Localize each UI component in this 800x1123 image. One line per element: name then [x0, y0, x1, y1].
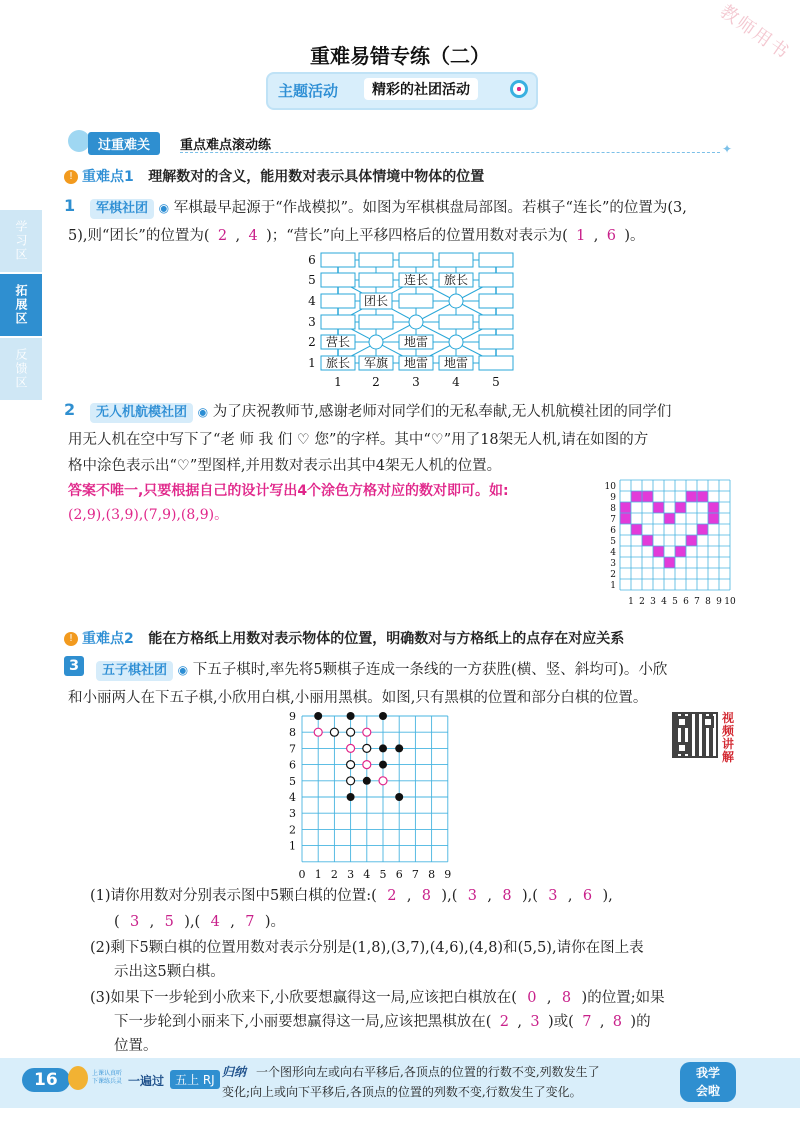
q3-answer[interactable]: 0	[527, 990, 537, 1006]
mascot-icon	[68, 1066, 88, 1090]
black-stone	[363, 777, 371, 785]
grid-col-label: 2	[330, 867, 338, 878]
board-station	[479, 356, 513, 370]
grid-row-label: 2	[289, 823, 296, 837]
board-station	[321, 253, 355, 267]
heart-grid	[596, 476, 742, 616]
q3-part3-text1b: )的位置;如果	[581, 990, 665, 1006]
q3-number: 3	[64, 656, 84, 676]
q1-tag: 军棋社团	[90, 199, 154, 219]
black-stone	[379, 744, 387, 752]
grid-col-label: 1	[628, 597, 634, 607]
chess-piece: 营长	[325, 335, 351, 349]
white-stone	[347, 728, 355, 736]
kp1-badge: 重难点1	[82, 169, 134, 185]
q3-answer[interactable]: 6	[582, 888, 593, 904]
q3-answer[interactable]: 3	[548, 888, 558, 904]
q1-answer-1a[interactable]: 2	[217, 228, 228, 244]
grid-row-label: 8	[610, 504, 616, 514]
section-header	[68, 130, 732, 156]
grid-row-label: 5	[610, 537, 616, 547]
chess-piece: 军旗	[363, 356, 389, 370]
heart-cell	[697, 491, 708, 502]
grid-col-label: 7	[694, 597, 700, 607]
grid-row-label: 1	[610, 581, 616, 591]
board-station	[321, 315, 355, 329]
chess-piece: 地雷	[443, 356, 469, 370]
heart-cell	[697, 524, 708, 535]
q1-line1	[90, 196, 687, 219]
board-station	[321, 273, 355, 287]
q3-answer[interactable]: 7	[245, 914, 255, 930]
q1-text2c: )。	[624, 228, 645, 244]
q3-answer[interactable]: 2	[499, 1014, 509, 1030]
grid-col-label: 9	[716, 597, 722, 607]
grid-row-label: 3	[610, 559, 616, 569]
grid-row-label: 4	[289, 791, 296, 804]
q3-answer[interactable]: 8	[421, 888, 432, 904]
heart-cell	[686, 491, 697, 502]
board-camp	[449, 335, 463, 349]
grid-col-label: 1	[314, 867, 322, 878]
chess-piece: 地雷	[403, 335, 429, 349]
q3-line1	[96, 658, 667, 681]
col-label: 1	[334, 375, 342, 389]
q1-answer-2a[interactable]: 1	[576, 228, 586, 244]
q3-answer[interactable]: 2	[387, 888, 397, 904]
grade-label: 五上 RJ	[170, 1070, 220, 1089]
q3-part3-line1: (3)如果下一步轮到小欣来下,小欣要想赢得这一局,应该把白棋放在( 0 , 8 )的位置;如果	[90, 990, 665, 1006]
star-icon: ✦	[721, 142, 732, 156]
grid-row-label: 2	[610, 570, 616, 580]
row-label: 1	[308, 356, 316, 370]
footer-bar	[0, 1058, 800, 1108]
summary-box	[222, 1061, 674, 1103]
q1-text2b: )；“营长”向上平移四格后的位置用数对表示为(	[266, 228, 568, 244]
q3-answer[interactable]: 8	[612, 1014, 623, 1030]
q2-answer-line1: 答案不唯一,只要根据自己的设计写出4个涂色方格对应的数对即可。如:	[68, 483, 509, 499]
q1-answer-2b[interactable]: 6	[606, 228, 616, 244]
row-label: 4	[308, 294, 316, 308]
board-station	[359, 315, 393, 329]
heart-cell	[620, 513, 631, 524]
gomoku-grid	[286, 708, 462, 878]
qr-code[interactable]	[672, 712, 718, 758]
white-stone	[347, 761, 355, 769]
row-label: 5	[308, 273, 316, 287]
black-stone	[347, 793, 355, 801]
grid-col-label: 5	[672, 597, 678, 607]
q3-part3-text1a: (3)如果下一步轮到小欣来下,小欣要想赢得这一局,应该把白棋放在(	[90, 990, 517, 1006]
heart-cell	[642, 535, 653, 546]
q2-text1: 为了庆祝教师节,感谢老师对同学们的无私奉献,无人机航模社团的同学们	[212, 404, 672, 420]
board-station	[479, 294, 513, 308]
drone-icon: ◉	[197, 405, 209, 419]
heart-cell	[664, 513, 675, 524]
grid-col-label: 7	[411, 867, 419, 878]
grid-row-label: 9	[610, 493, 616, 503]
learned-badge	[680, 1062, 736, 1102]
board-station	[439, 253, 473, 267]
board-station	[359, 253, 393, 267]
board-camp	[409, 315, 423, 329]
learned-badge-text: 我学会啦	[695, 1066, 720, 1098]
grid-row-label: 8	[289, 726, 296, 740]
kp2-badge: 重难点2	[82, 631, 134, 647]
q3-part3-line2: 下一步轮到小丽来下,小丽要想赢得这一局,应该把黑棋放在( 2 , 3 )或( 7 , 8 )的	[114, 1014, 651, 1030]
q3-part3-text2a: 下一步轮到小丽来下,小丽要想赢得这一局,应该把黑棋放在(	[114, 1014, 492, 1030]
answer-white-stone	[314, 728, 322, 736]
grid-col-label: 9	[444, 867, 452, 878]
board-station	[479, 273, 513, 287]
q3-answer[interactable]: 4	[210, 914, 220, 930]
section-text: 重点难点滚动练	[180, 138, 272, 153]
q3-part2-line2: 示出这5颗白棋。	[114, 964, 225, 980]
alert-icon: !	[64, 170, 78, 184]
grid-col-label: 4	[661, 597, 667, 607]
summary-line2: 变化;向上或向下平移后,各顶点的位置的列数不变,行数发生了变化。	[222, 1085, 582, 1099]
q3-tag: 五子棋社团	[96, 661, 173, 681]
board-station	[479, 335, 513, 349]
q3-answer[interactable]: 5	[164, 914, 174, 930]
heart-cell	[631, 524, 642, 535]
white-stone	[347, 777, 355, 785]
col-label: 2	[372, 375, 380, 389]
flag-icon: ◉	[158, 201, 170, 215]
q3-part3-line3: 位置。	[114, 1038, 158, 1054]
answer-white-stone	[363, 761, 371, 769]
q1-text2a: 5),则“团长”的位置为(	[68, 228, 210, 244]
section-rule	[180, 152, 720, 153]
grid-row-label: 5	[289, 774, 296, 788]
board-camp	[449, 294, 463, 308]
col-label: 3	[412, 375, 420, 389]
summary-line1: 一个图形向左或向右平移后,各顶点的位置的行数不变,列数发生了	[256, 1065, 600, 1079]
heart-cell	[642, 491, 653, 502]
answer-white-stone	[347, 744, 355, 752]
heart-cell	[631, 491, 642, 502]
grid-col-label: 3	[650, 597, 656, 607]
alert-icon: !	[64, 632, 78, 646]
grid-row-label: 3	[289, 807, 296, 821]
chess-piece: 团长	[363, 294, 389, 308]
grid-row-label: 7	[610, 515, 616, 525]
page-title: 重难易错专练（二）	[310, 44, 490, 68]
army-chess-board	[296, 250, 526, 392]
q3-answer[interactable]: 8	[561, 990, 572, 1006]
q3-answer[interactable]: 3	[130, 914, 140, 930]
watermark-text: 教师用书	[715, 0, 794, 64]
grid-col-label: 6	[395, 867, 403, 878]
q3-answer[interactable]: 7	[582, 1014, 592, 1030]
grid-row-label: 6	[289, 758, 296, 772]
heart-cell	[708, 502, 719, 513]
heart-cell	[708, 513, 719, 524]
board-station	[479, 315, 513, 329]
heart-cell	[620, 502, 631, 513]
q1-text1: 军棋最早起源于“作战模拟”。如图为军棋棋盘局部图。若棋子“连长”的位置为(3,	[173, 200, 687, 216]
side-tab-feedback[interactable]: 反馈区	[0, 338, 42, 400]
section-tag: 过重难关	[88, 132, 160, 155]
black-stone	[395, 744, 403, 752]
black-stone	[395, 793, 403, 801]
page-number: 16	[22, 1068, 70, 1092]
q3-part3-or: )或(	[547, 1014, 574, 1030]
brand-small-1: 上课认真听	[92, 1070, 123, 1077]
board-station	[359, 273, 393, 287]
q3-part1-label: (1)请你用数对分别表示图中5颗白棋的位置:(	[90, 888, 377, 904]
black-stone	[379, 761, 387, 769]
heart-cell	[653, 502, 664, 513]
grid-col-label: 5	[379, 867, 387, 878]
q2-number: 2	[64, 400, 76, 419]
q3-part1-line2: ( 3 , 5 ),( 4 , 7 )。	[114, 914, 285, 930]
theme-banner	[266, 72, 538, 110]
heart-cell	[686, 535, 697, 546]
heart-cell	[675, 546, 686, 557]
board-camp	[369, 335, 383, 349]
black-stone	[379, 712, 387, 720]
grid-col-label: 4	[363, 867, 371, 878]
brand-small-2: 下课练兵灵	[92, 1078, 123, 1085]
col-label: 5	[492, 375, 500, 389]
q3-answer[interactable]: 3	[467, 888, 477, 904]
grid-row-label: 10	[604, 482, 616, 492]
board-station	[479, 253, 513, 267]
brand-small	[92, 1070, 122, 1086]
chess-piece: 连长	[403, 273, 429, 287]
q2-line2: 用无人机在空中写下了“老 师 我 们 ♡ 您”的字样。其中“♡”用了18架无人机,请在如图的方	[68, 432, 649, 448]
grid-col-label: 10	[724, 597, 736, 607]
chess-piece: 旅长	[443, 273, 469, 287]
q3-line2: 和小丽两人在下五子棋,小欣用白棋,小丽用黑棋。如图,只有黑棋的位置和部分白棋的位置。	[68, 690, 648, 706]
col-label: 4	[452, 375, 460, 389]
row-label: 3	[308, 315, 316, 329]
kp2-text: 能在方格纸上用数对表示物体的位置，明确数对与方格纸上的点存在对应关系	[148, 631, 625, 647]
chess-piece: 旅长	[325, 356, 351, 370]
grid-col-label: 0	[298, 867, 306, 878]
side-tab-extend[interactable]: 拓展区	[0, 274, 42, 336]
q3-part2-line1: (2)剩下5颗白棋的位置用数对表示分别是(1,8),(3,7),(4,6),(4,8)和(5,5),请你在图上表	[90, 940, 644, 956]
theme-text: 精彩的社团活动	[364, 78, 478, 100]
grid-row-label: 1	[289, 839, 296, 853]
heart-cell	[675, 502, 686, 513]
grid-row-label: 4	[610, 548, 616, 558]
mascot-icon	[68, 130, 90, 152]
q3-answer[interactable]: 8	[502, 888, 512, 904]
gomoku-icon: ◉	[177, 663, 189, 677]
board-station	[321, 294, 355, 308]
grid-col-label: 8	[705, 597, 711, 607]
heart-cell	[664, 557, 675, 568]
q2-line1	[90, 400, 671, 423]
answer-white-stone	[363, 728, 371, 736]
video-label[interactable]: 视频讲解	[722, 711, 735, 764]
q3-text1: 下五子棋时,率先将5颗棋子连成一条线的一方获胜(横、竖、斜均可)。小欣	[192, 662, 668, 678]
grid-col-label: 6	[683, 597, 689, 607]
kp1-text: 理解数对的含义，能用数对表示具体情境中物体的位置	[148, 169, 485, 185]
heart-cell	[653, 546, 664, 557]
board-station	[399, 253, 433, 267]
black-stone	[347, 712, 355, 720]
white-stone	[330, 728, 338, 736]
theme-tag: 主题活动	[278, 82, 339, 100]
row-label: 6	[308, 253, 316, 267]
chess-piece: 地雷	[403, 356, 429, 370]
key-point-2	[64, 628, 624, 648]
q1-line2: 5),则“团长”的位置为( 2 , 4 )；“营长”向上平移四格后的位置用数对表示为( 1 , 6 )。	[68, 228, 645, 244]
q1-answer-1b[interactable]: 4	[248, 228, 258, 244]
grid-col-label: 2	[639, 597, 645, 607]
row-label: 2	[308, 335, 316, 349]
white-stone	[363, 744, 371, 752]
q2-answer-line2: (2,9),(3,9),(7,9),(8,9)。	[68, 507, 229, 523]
q3-part1-line1: (1)请你用数对分别表示图中5颗白棋的位置:( 2 , 8 ),( 3 , 8 ),( 3 , 6 ),	[90, 888, 613, 904]
answer-white-stone	[379, 777, 387, 785]
brand-name: 一遍过	[128, 1074, 165, 1088]
q2-tag: 无人机航模社团	[90, 403, 193, 423]
board-station	[399, 294, 433, 308]
board-station	[439, 315, 473, 329]
black-stone	[314, 712, 322, 720]
grid-row-label: 9	[289, 710, 296, 723]
grid-row-label: 6	[610, 526, 616, 536]
q3-part3-text2b: )的	[630, 1014, 651, 1030]
grid-row-label: 7	[289, 742, 296, 756]
q2-line3: 格中涂色表示出“♡”型图样,并用数对表示出其中4架无人机的位置。	[68, 458, 502, 474]
side-tab-study[interactable]: 学习区	[0, 210, 42, 272]
target-icon	[510, 80, 528, 98]
q1-number: 1	[64, 196, 76, 215]
grid-col-label: 3	[347, 867, 355, 878]
summary-label: 归纳	[222, 1065, 247, 1079]
key-point-1	[64, 166, 484, 186]
grid-col-label: 8	[428, 867, 436, 878]
q3-answer[interactable]: 3	[530, 1014, 540, 1030]
